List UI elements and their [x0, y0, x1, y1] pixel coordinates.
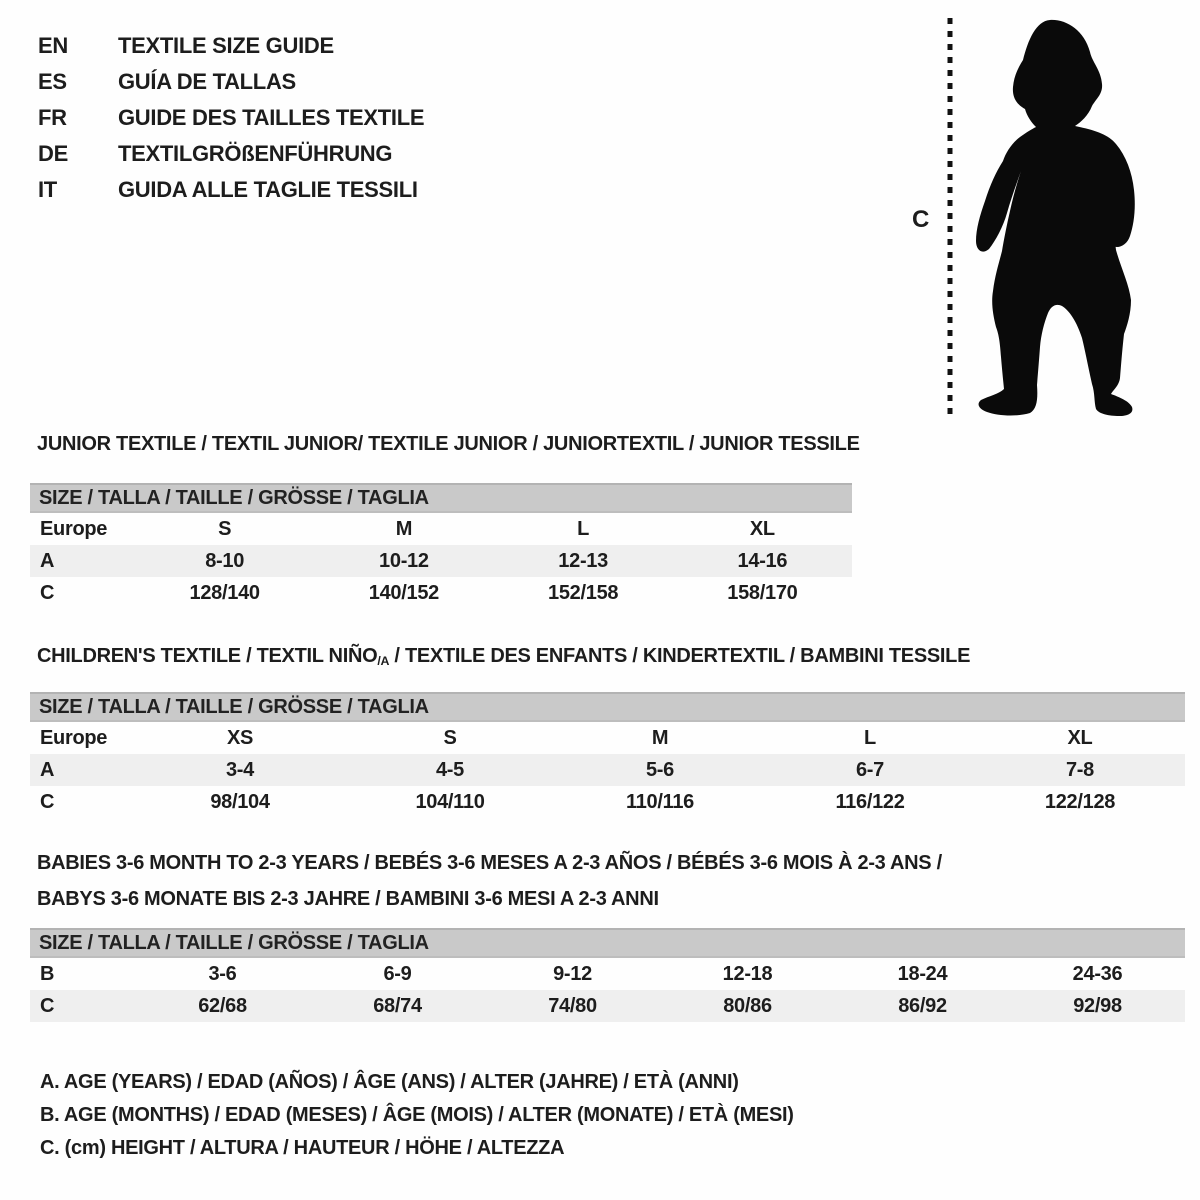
row-label: C [40, 995, 55, 1017]
height-cell: 80/86 [723, 995, 772, 1017]
row-label: C [40, 582, 55, 604]
children-title-post: / TEXTILE DES ENFANTS / KINDERTEXTIL / BAMBINI TESSILE [389, 645, 971, 667]
footnote-b: B. AGE (MONTHS) / EDAD (MESES) / ÂGE (MOIS) / ALTER (MONATE) / ETÀ (MESI) [40, 1104, 794, 1126]
footnote-c: C. (cm) HEIGHT / ALTURA / HAUTEUR / HÖHE / ALTEZZA [40, 1137, 565, 1159]
height-cell: 74/80 [548, 995, 597, 1017]
toddler-silhouette [976, 20, 1135, 416]
table-row [30, 577, 852, 609]
language-title: GUIDE DES TAILLES TEXTILE [118, 105, 425, 130]
toddler-silhouette-icon [900, 0, 1200, 440]
age-cell: 12-13 [558, 550, 608, 572]
language-row-en [38, 28, 424, 64]
height-cell: 86/92 [898, 995, 947, 1017]
height-cell: 152/158 [548, 582, 619, 604]
language-title: GUIDA ALLE TAGLIE TESSILI [118, 177, 418, 202]
babies-size-table [30, 928, 1185, 1022]
age-cell: 3-4 [225, 759, 254, 781]
junior-section-title: JUNIOR TEXTILE / TEXTIL JUNIOR/ TEXTILE JUNIOR / JUNIORTEXTIL / JUNIOR TESSILE [37, 433, 860, 455]
size-cell: L [864, 727, 876, 749]
age-cell: 3-6 [208, 963, 237, 985]
height-cell: 98/104 [210, 791, 270, 813]
age-cell: 12-18 [722, 963, 773, 985]
babies-title-line1: BABIES 3-6 MONTH TO 2-3 YEARS / BEBÉS 3-6 MESES A 2-3 AÑOS / BÉBÉS 3-6 MOIS À 2-3 ANS / [37, 852, 942, 874]
height-cell: 110/116 [626, 791, 694, 813]
age-cell: 24-36 [1072, 963, 1123, 985]
size-cell: S [218, 518, 232, 540]
language-code: DE [38, 141, 68, 166]
table-row [30, 786, 1185, 818]
height-cell: 122/128 [1044, 791, 1116, 813]
babies-section-title [37, 845, 942, 917]
row-label: Europe [40, 727, 108, 749]
language-row-es [38, 64, 424, 100]
age-cell: 14-16 [737, 550, 788, 572]
height-dimension-label: C [912, 206, 930, 233]
height-cell: 92/98 [1073, 995, 1122, 1017]
language-code: IT [38, 177, 57, 202]
children-section-title [37, 645, 970, 668]
language-code: EN [38, 33, 68, 58]
height-cell: 140/152 [368, 582, 439, 604]
row-label: A [40, 759, 55, 781]
row-label: B [40, 963, 55, 985]
footnote-a: A. AGE (YEARS) / EDAD (AÑOS) / ÂGE (ANS) / ALTER (JAHRE) / ETÀ (ANNI) [40, 1071, 739, 1093]
language-title: TEXTILGRÖßENFÜHRUNG [118, 141, 393, 166]
age-cell: 7-8 [1065, 759, 1094, 781]
height-cell: 62/68 [198, 995, 247, 1017]
height-cell: 68/74 [373, 995, 422, 1017]
size-cell: XS [226, 727, 254, 749]
age-cell: 6-7 [855, 759, 884, 781]
size-cell: L [577, 518, 590, 540]
height-cell: 116/122 [835, 791, 905, 813]
language-title: TEXTILE SIZE GUIDE [118, 33, 334, 58]
age-cell: 9-12 [553, 963, 592, 985]
children-title-sub: /A [377, 654, 390, 669]
size-cell: XL [1067, 727, 1093, 749]
language-code: FR [38, 105, 67, 130]
language-code: ES [38, 69, 67, 94]
age-cell: 6-9 [383, 963, 412, 985]
age-cell: 8-10 [205, 550, 245, 572]
language-row-it [38, 172, 424, 208]
height-cell: 158/170 [727, 582, 798, 604]
size-header-bar: SIZE / TALLA / TAILLE / GRÖSSE / TAGLIA [30, 692, 1185, 722]
size-header-bar: SIZE / TALLA / TAILLE / GRÖSSE / TAGLIA [30, 483, 852, 513]
height-figure [900, 0, 1200, 440]
table-row [30, 958, 1185, 990]
junior-size-table [30, 483, 852, 609]
table-row [30, 754, 1185, 786]
legend-footnotes [40, 1066, 794, 1165]
age-cell: 5-6 [645, 759, 674, 781]
age-cell: 10-12 [379, 550, 429, 572]
age-cell: 4-5 [435, 759, 464, 781]
language-row-de [38, 136, 424, 172]
language-title-list [38, 28, 424, 208]
size-cell: XL [749, 518, 775, 540]
language-title: GUÍA DE TALLAS [118, 69, 296, 94]
row-label: C [40, 791, 55, 813]
size-cell: M [651, 727, 669, 749]
size-header-bar: SIZE / TALLA / TAILLE / GRÖSSE / TAGLIA [30, 928, 1185, 958]
table-row [30, 545, 852, 577]
size-cell: S [443, 727, 457, 749]
height-cell: 128/140 [189, 582, 260, 604]
children-title-pre: CHILDREN'S TEXTILE / TEXTIL NIÑO [37, 645, 378, 667]
height-cell: 104/110 [415, 791, 485, 813]
babies-title-line2: BABYS 3-6 MONATE BIS 2-3 JAHRE / BAMBINI 3-6 MESI A 2-3 ANNI [37, 888, 659, 910]
table-row [30, 990, 1185, 1022]
size-cell: M [395, 518, 413, 540]
table-row [30, 513, 852, 545]
age-cell: 18-24 [897, 963, 948, 985]
row-label: A [40, 550, 55, 572]
children-size-table [30, 692, 1185, 818]
row-label: Europe [40, 518, 108, 540]
table-row [30, 722, 1185, 754]
language-row-fr [38, 100, 424, 136]
